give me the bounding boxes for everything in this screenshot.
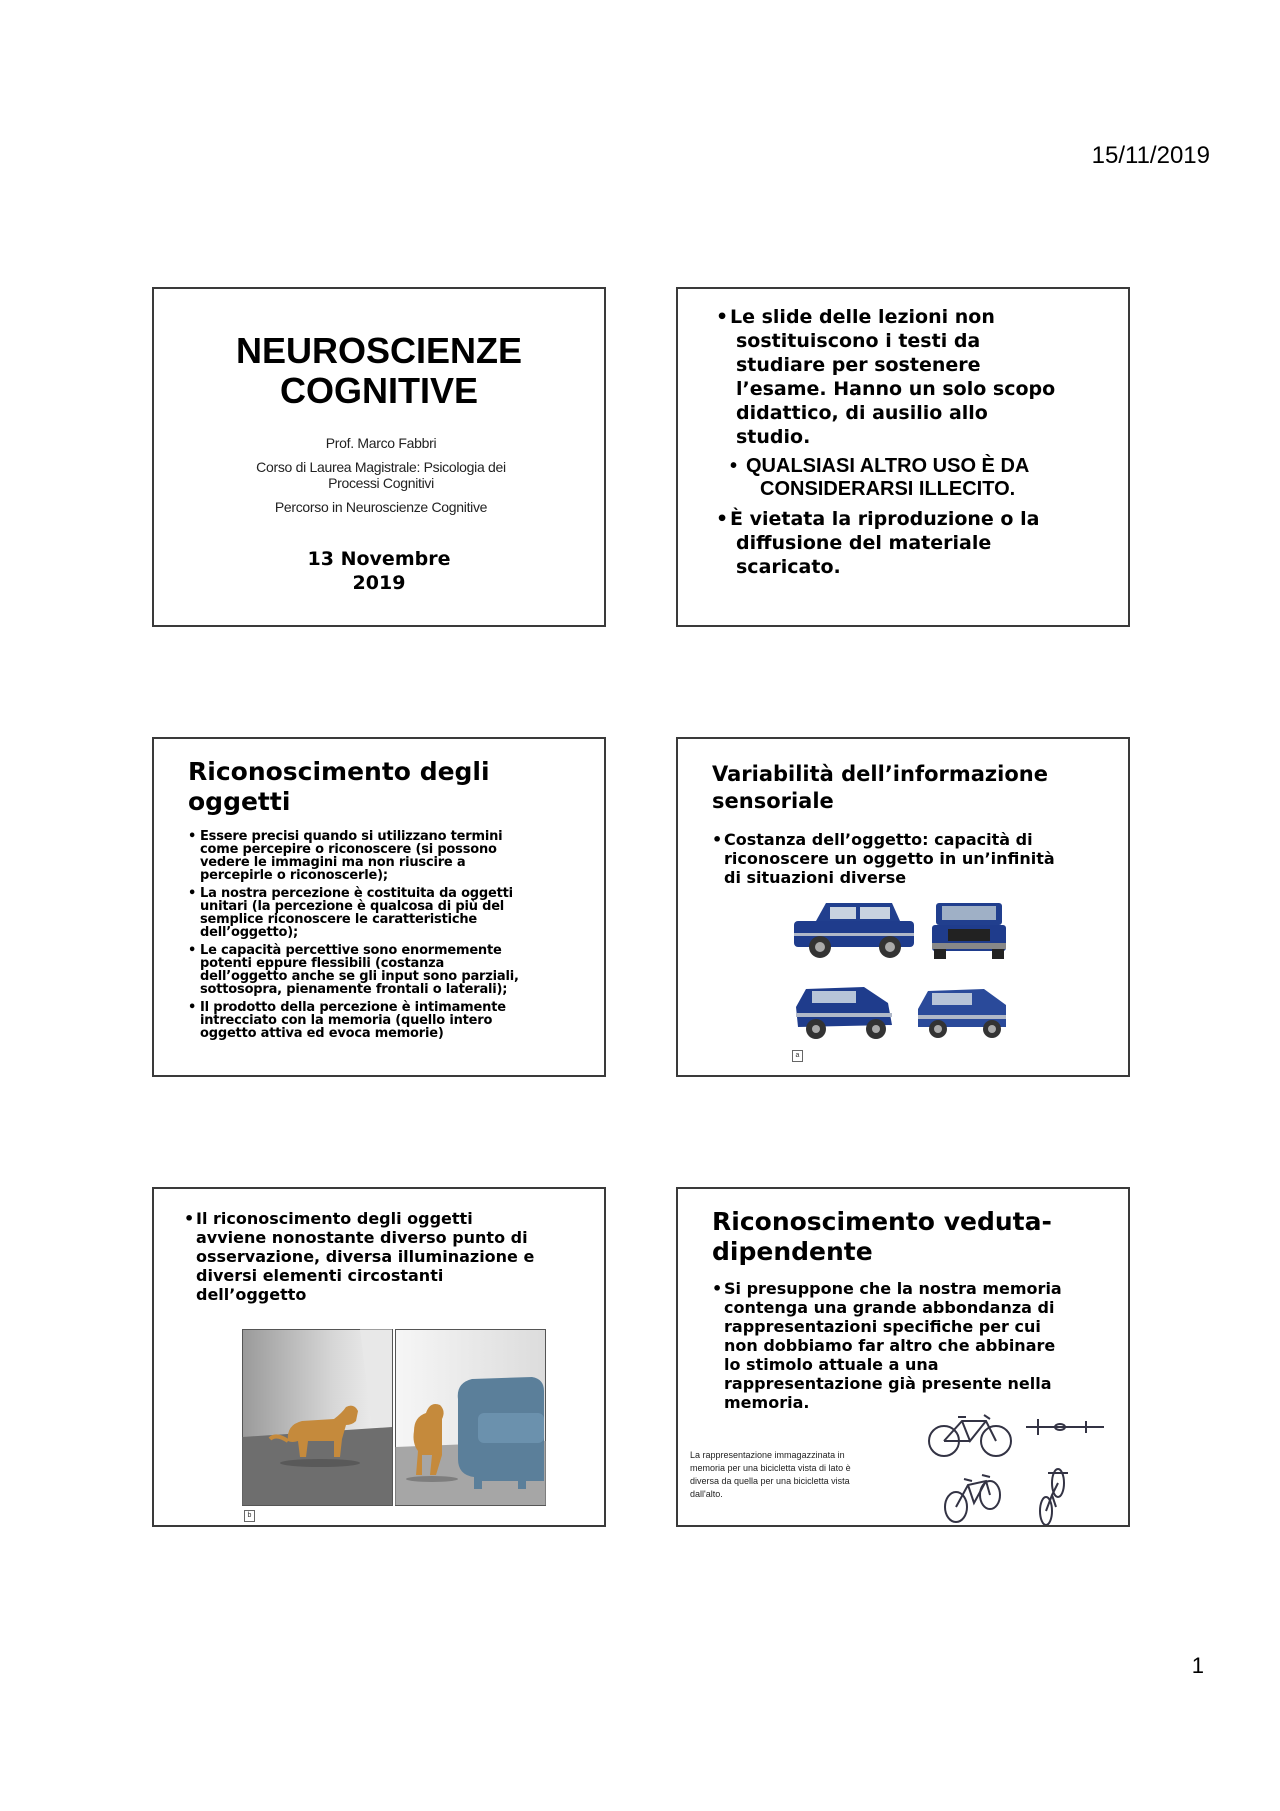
bicycle-angled-view-2 — [1040, 1469, 1068, 1525]
course-name: Corso di Laurea Magistrale: Psicologia dei Processi Cognitivi — [256, 459, 506, 491]
slide-title — [152, 287, 606, 627]
bullet-item: • Costanza dell’oggetto: capacità di riconoscere un oggetto in un’infinità di situazioni diverse — [712, 830, 1055, 887]
lecture-date: 13 Novembre 2019 — [307, 548, 451, 594]
jeep-angled-view-2 — [918, 989, 1006, 1038]
page-number: 1 — [1191, 1653, 1204, 1678]
slide-viewpoint-dependent — [676, 1187, 1130, 1527]
bicycle-angled-view-1 — [945, 1475, 1000, 1522]
bullet-item: • La nostra percezione è costituita da oggetti unitari (la percezione è qualcosa di più del semplice riconoscere le caratteristiche dell’oggetto); — [188, 886, 513, 940]
bicycle-top-view — [1026, 1419, 1104, 1435]
bullet-item: • Essere precisi quando si utilizzano termini come percepire o riconoscere (si possono vedere le immagini ma non riuscire a percepirle o riconoscerle); — [188, 829, 503, 883]
slide-heading: Variabilità dell’informazione sensoriale — [712, 762, 1048, 813]
figure-label: b — [244, 1510, 255, 1522]
bullet-item: • Il prodotto della percezione è intimamente intrecciato con la memoria (quello intero oggetto attiva ed evoca memorie) — [188, 1000, 506, 1041]
slide-recognition-viewpoint — [152, 1187, 606, 1527]
jeep-side-view — [794, 903, 914, 958]
bullet-item: • Il riconoscimento degli oggetti avviene nonostante diverso punto di osservazione, diversa illuminazione e diversi elementi circostanti dell’oggetto — [184, 1209, 535, 1304]
bicycle-figure — [926, 1407, 1126, 1527]
dog-sofa-panel — [396, 1330, 546, 1506]
jeep-angled-view-1 — [796, 987, 892, 1039]
slide-heading: Riconoscimento veduta- dipendente — [712, 1207, 1052, 1266]
jeep-figure — [788, 897, 1028, 1057]
jeep-front-view — [932, 903, 1006, 959]
professor-name: Prof. Marco Fabbri — [325, 435, 437, 451]
course-track: Percorso in Neuroscienze Cognitive — [274, 499, 488, 515]
dog-figure — [242, 1329, 546, 1507]
disclaimer-bullet-3: • È vietata la riproduzione o la diffusione del materiale scaricato. — [716, 508, 1040, 578]
slide-sensory-variability — [676, 737, 1130, 1077]
dog-shadow-panel — [243, 1330, 393, 1506]
disclaimer-bullet-2: • QUALSIASI ALTRO USO È DA CONSIDERARSI ILLECITO. — [730, 455, 1030, 500]
bullet-item: • Si presuppone che la nostra memoria contenga una grande abbondanza di rappresentazioni specifiche per cui non dobbiamo far altro che abbinare lo stimolo attuale a una rappresentazione già presente nella memoria. — [712, 1279, 1062, 1412]
figure-label: a — [792, 1050, 803, 1062]
slide-object-recognition — [152, 737, 606, 1077]
figure-caption: La rappresentazione immagazzinata in memoria per una bicicletta vista di lato è diversa da quella per una bicicletta vista dall'alto. — [690, 1450, 851, 1499]
page-date: 15/11/2019 — [1091, 142, 1210, 169]
slide-heading: Riconoscimento degli oggetti — [188, 757, 490, 816]
disclaimer-bullet-1: • Le slide delle lezioni non sostituiscono i testi da studiare per sostenere l’esame. Hanno un solo scopo didattico, di ausilio allo studio. — [716, 306, 1056, 448]
slide-disclaimer — [676, 287, 1130, 627]
bullet-item: • Le capacità percettive sono enormemente potenti eppure flessibili (costanza dell’oggetto anche se gli input sono parziali, sottosopra, pienamente frontali o laterali); — [188, 943, 519, 997]
slide-title-heading: NEUROSCIENZE COGNITIVE — [235, 330, 523, 411]
bicycle-side-view — [929, 1415, 1011, 1456]
